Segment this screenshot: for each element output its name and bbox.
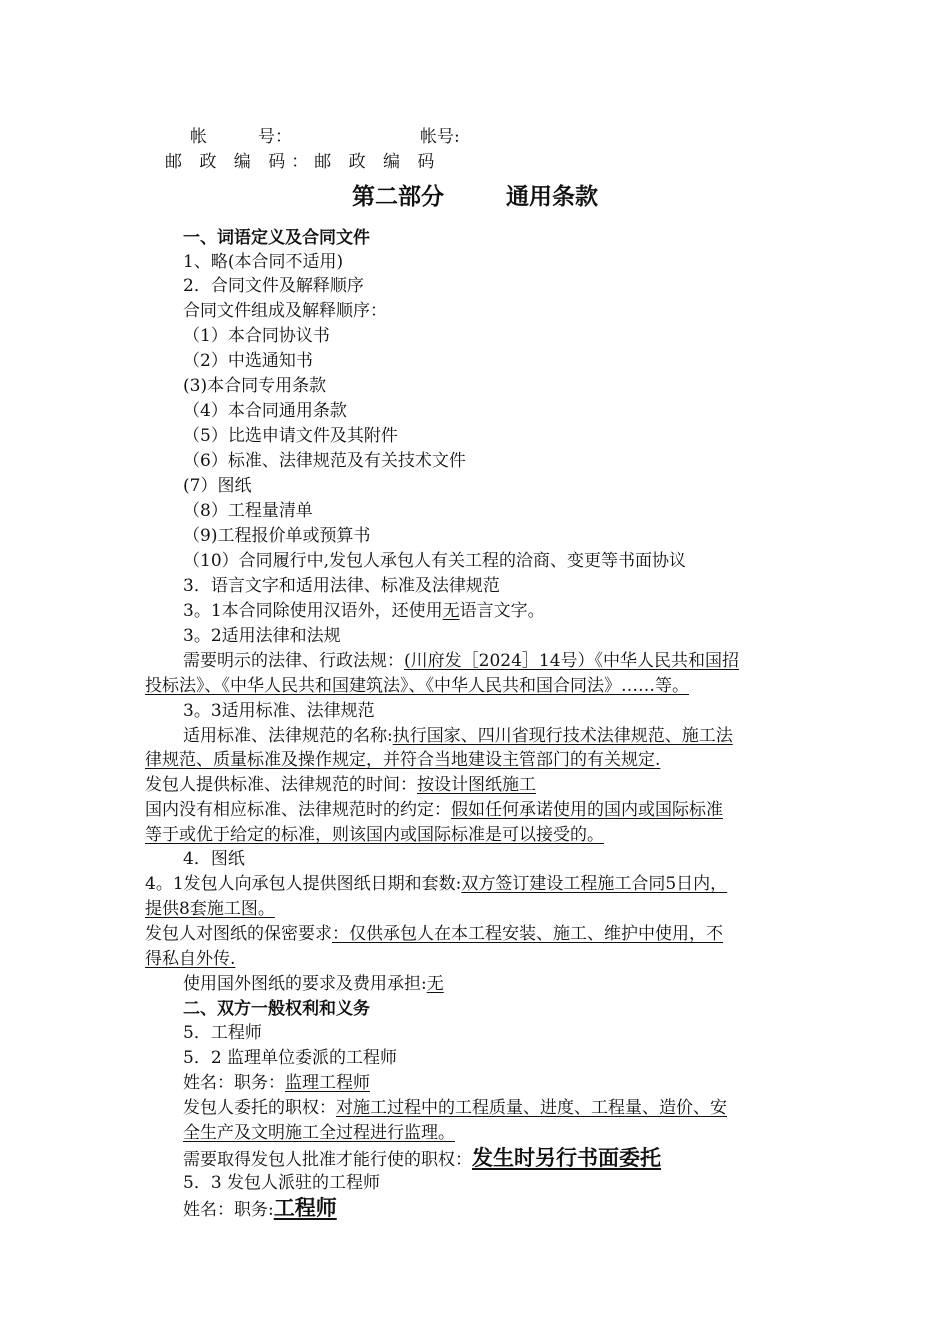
standards-time: 发包人提供标准、法律规范的时间：按设计图纸施工 — [145, 775, 536, 795]
standards-line-2: 律规范、质量标准及操作规定，并符合当地建设主管部门的有关规定. — [145, 750, 661, 770]
clause-4-1-line-1: 4。1发包人向承包人提供图纸日期和套数:双方签订建设工程施工合同5日内， — [145, 874, 728, 894]
authority-line-1: 发包人委托的职权：对施工过程中的工程质量、进度、工程量、造价、安 — [183, 1098, 727, 1118]
secrecy-value: ：仅供承包人在本工程安装、施工、维护中使用，不 — [332, 924, 723, 944]
doc-item: (7）图纸 — [183, 476, 252, 496]
title-part: 第二部分 — [352, 184, 444, 210]
doc-item: （6）标准、法律规范及有关技术文件 — [183, 451, 466, 471]
drawings-delivery-value: 双方签订建设工程施工合同5日内， — [461, 874, 728, 894]
clause-3-3: 3。3适用标准、法律规范 — [183, 701, 375, 721]
no-standard-value: 假如任何承诺使用的国内或国际标准 — [451, 800, 723, 820]
clause-5-3: 5．3 发包人派驻的工程师 — [183, 1173, 381, 1193]
section-heading-2: 二、双方一般权利和义务 — [183, 999, 370, 1019]
laws-line-1: 需要明示的法律、行政法规：(川府发［2024］14号）《中华人民共和国招 — [183, 651, 740, 671]
laws-line-2: 投标法》、《中华人民共和国建筑法》、《中华人民共和国合同法》……等。 — [145, 676, 689, 696]
authority-value: 对施工过程中的工程质量、进度、工程量、造价、安 — [336, 1098, 727, 1118]
clause-3-2: 3。2适用法律和法规 — [183, 626, 341, 646]
foreign-drawings: 使用国外图纸的要求及费用承担:无 — [183, 974, 444, 994]
doc-item: （2）中选通知书 — [183, 351, 313, 371]
clause-4: 4．图纸 — [183, 849, 245, 869]
clause-3: 3．语言文字和适用法律、标准及法律规范 — [183, 576, 500, 596]
foreign-drawings-value: 无 — [426, 974, 444, 994]
engineer-name-2: 姓名：职务:工程师 — [183, 1196, 337, 1220]
doc-item: （9)工程报价单或预算书 — [183, 526, 371, 546]
secrecy-line-1: 发包人对图纸的保密要求：仅供承包人在本工程安装、施工、维护中使用，不 — [145, 924, 723, 944]
secrecy-line-2: 得私自外传. — [145, 949, 236, 969]
clause-5: 5．工程师 — [183, 1023, 262, 1043]
laws-value: (川府发［2024］14号）《中华人民共和国招 — [404, 651, 740, 671]
clause-1: 1、略(本合同不适用) — [183, 252, 344, 272]
postcode-label: 邮 政 编 码：邮 政 编 码 — [165, 152, 441, 172]
clause-5-2: 5．2 监理单位委派的工程师 — [183, 1048, 398, 1068]
doc-item: （5）比选申请文件及其附件 — [183, 426, 398, 446]
standards-time-value: 按设计图纸施工 — [417, 775, 536, 795]
approval-line: 需要取得发包人批准才能行使的职权：发生时另行书面委托 — [183, 1146, 661, 1170]
section-heading-1: 一、词语定义及合同文件 — [183, 228, 370, 248]
page-title — [0, 185, 950, 210]
account-label-right: 帐号: — [420, 127, 460, 147]
order-intro: 合同文件组成及解释顺序： — [183, 301, 387, 321]
language-value: 无 — [442, 601, 460, 621]
engineer-name: 姓名：职务：监理工程师 — [183, 1073, 370, 1093]
engineer-title-value: 监理工程师 — [285, 1073, 370, 1093]
doc-item: （8）工程量清单 — [183, 501, 313, 521]
no-standard-line-1: 国内没有相应标准、法律规范时的约定：假如任何承诺使用的国内或国际标准 — [145, 800, 723, 820]
engineer-title-value-2: 工程师 — [273, 1196, 337, 1220]
clause-4-1-line-2: 提供8套施工图。 — [145, 899, 275, 919]
standards-value: 执行国家、四川省现行技术法律规范、施工法 — [392, 726, 733, 746]
doc-item: （4）本合同通用条款 — [183, 401, 347, 421]
doc-item: (3)本合同专用条款 — [183, 376, 327, 396]
clause-2: 2．合同文件及解释顺序 — [183, 276, 364, 296]
account-label-left: 帐 号： — [190, 127, 292, 147]
doc-item: （1）本合同协议书 — [183, 326, 330, 346]
approval-value: 发生时另行书面委托 — [472, 1146, 661, 1170]
doc-item: （10）合同履行中,发包人承包人有关工程的洽商、变更等书面协议 — [183, 551, 687, 571]
standards-line-1: 适用标准、法律规范的名称:执行国家、四川省现行技术法律规范、施工法 — [183, 726, 733, 746]
clause-3-1: 3。1本合同除使用汉语外，还使用无语言文字。 — [183, 601, 545, 621]
title-name: 通用条款 — [506, 184, 598, 210]
no-standard-line-2: 等于或优于给定的标准，则该国内或国际标准是可以接受的。 — [145, 825, 604, 845]
authority-line-2: 全生产及文明施工全过程进行监理。 — [183, 1123, 455, 1143]
